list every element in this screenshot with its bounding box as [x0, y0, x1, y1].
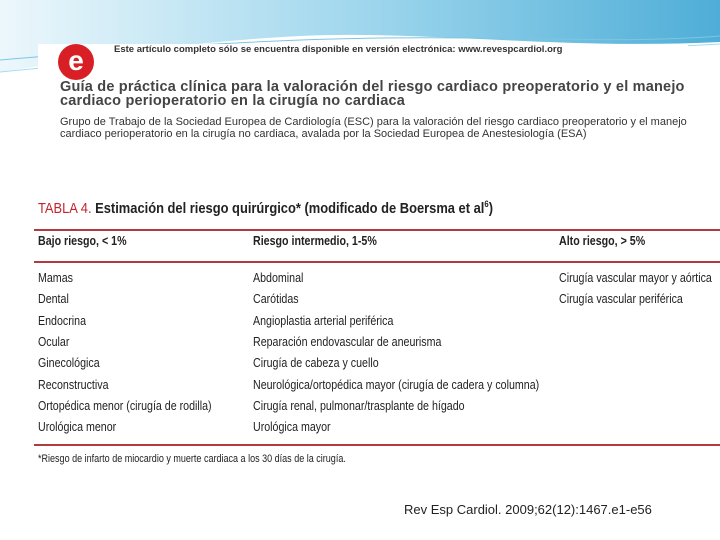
cell-intermediate-7: Urológica mayor [253, 419, 331, 434]
table-title-end: ) [488, 200, 493, 217]
cell-intermediate-4: Cirugía de cabeza y cuello [253, 355, 379, 370]
table-footnote: *Riesgo de infarto de miocardio y muerte cardiaca a los 30 días de la cirugía. [38, 453, 346, 465]
cell-low-6: Ortopédica menor (cirugía de rodilla) [38, 398, 212, 413]
cell-intermediate-3: Reparación endovascular de aneurisma [253, 334, 442, 349]
cell-low-3: Ocular [38, 334, 70, 349]
table-title-sup: 6 [484, 199, 489, 209]
guide-title: Guía de práctica clínica para la valoración del riesgo cardiaco preoperatorio y el manejo cardiaco perioperatorio en la cirugía no cardiaca [60, 79, 685, 109]
header-high-risk: Alto riesgo, > 5% [559, 233, 646, 248]
table-top-rule [34, 229, 720, 231]
cell-low-7: Urológica menor [38, 419, 117, 434]
cell-low-1: Dental [38, 291, 69, 306]
working-group-text: Grupo de Trabajo de la Sociedad Europea de Cardiología (ESC) para la valoración del riesgo cardiaco preoperatorio y el manejo cardiaco perioperatorio en la cirugía no cardiaca, avalada por la Sociedad Europea de Anestesiología (ESA) [60, 116, 687, 140]
table-title-text: Estimación del riesgo quirúrgico* (modificado de Boersma et al [95, 200, 485, 217]
cell-low-0: Mamas [38, 270, 73, 285]
citation-box [396, 494, 680, 540]
cell-intermediate-1: Carótidas [253, 291, 299, 306]
cell-high-0: Cirugía vascular mayor y aórtica [559, 270, 712, 285]
table-title [38, 199, 493, 217]
cell-intermediate-5: Neurológica/ortopédica mayor (cirugía de cadera y columna) [253, 377, 540, 392]
risk-table [17, 157, 720, 492]
cell-intermediate-6: Cirugía renal, pulmonar/trasplante de hígado [253, 398, 465, 413]
table-label: TABLA 4. [38, 200, 92, 217]
cell-intermediate-2: Angioplastia arterial periférica [253, 313, 394, 328]
journal-logo: e [58, 44, 94, 80]
table-header-rule [34, 261, 720, 263]
cell-low-4: Ginecológica [38, 355, 100, 370]
table-bottom-rule [34, 444, 720, 446]
header-low-risk: Bajo riesgo, < 1% [38, 233, 127, 248]
cell-high-1: Cirugía vascular periférica [559, 291, 683, 306]
cell-intermediate-0: Abdominal [253, 270, 304, 285]
availability-note: Este artículo completo sólo se encuentra disponible en versión electrónica: www.revespcardiol.org [114, 44, 563, 55]
article-header [38, 44, 688, 154]
citation-text: Rev Esp Cardiol. 2009;62(12):1467.e1-e56 [404, 502, 652, 517]
cell-low-5: Reconstructiva [38, 377, 109, 392]
header-intermediate-risk: Riesgo intermedio, 1-5% [253, 233, 377, 248]
cell-low-2: Endocrina [38, 313, 87, 328]
